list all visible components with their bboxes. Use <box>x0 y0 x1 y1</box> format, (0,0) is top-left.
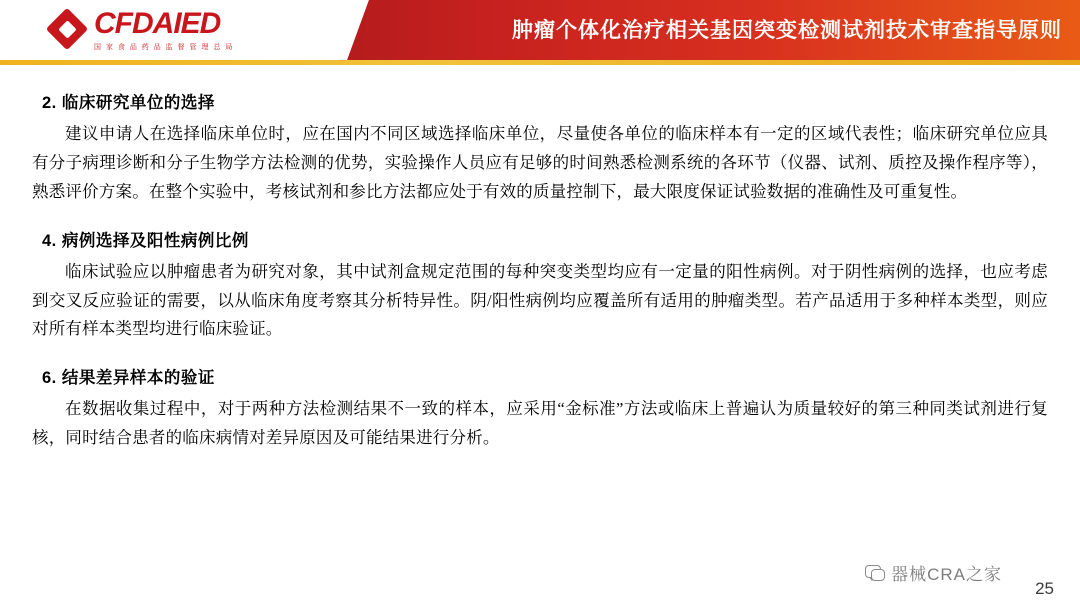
section-clinical-unit-selection <box>32 89 1048 207</box>
section-discrepant-sample-verification <box>32 364 1048 453</box>
section-paragraph: 在数据收集过程中，对于两种方法检测结果不一致的样本，应采用“金标准”方法或临床上普遍认为质量较好的第三种同类试剂进行复核，同时结合患者的临床病情对差异原因及可能结果进行分析。 <box>32 399 1048 448</box>
logo-subtext: 国 家 食 品 药 品 监 督 管 理 总 局 <box>94 43 234 51</box>
section-case-selection <box>32 227 1048 345</box>
section-heading: 2. 临床研究单位的选择 <box>42 94 215 112</box>
slide-header <box>0 0 1080 60</box>
section-heading: 4. 病例选择及阳性病例比例 <box>42 231 249 250</box>
logo-area <box>0 0 330 60</box>
logo-text-wrap <box>94 6 234 52</box>
logo-wordmark: CFDAIED <box>94 6 221 40</box>
page-number: 25 <box>1035 579 1054 598</box>
watermark <box>865 560 1002 585</box>
slide-content <box>0 65 1080 607</box>
section-paragraph: 临床试验应以肿瘤患者为研究对象，其中试剂盒规定范围的每种突变类型均应有一定量的阳性病例。对于阴性病例的选择，也应考虑到交叉反应验证的需要，以从临床角度考察其分析特异性。阴/阳性病例均应覆盖所有适用的肿瘤类型。若产品适用于多种样本类型，则应对所有样本类型均进行临床验证。 <box>32 261 1048 339</box>
section-paragraph: 建议申请人在选择临床单位时，应在国内不同区域选择临床单位，尽量使各单位的临床样本有一定的区域代表性；临床研究单位应具有分子病理诊断和分子生物学方法检测的优势，实验操作人员应有足够的时间熟悉检测系统的各环节（仪器、试剂、质控及操作程序等），熟悉评价方案。在整个实验中，考核试剂和参比方法都应处于有效的质量控制下，最大限度保证试验数据的准确性及可重复性。 <box>32 124 1048 201</box>
speech-bubbles-icon <box>865 565 884 581</box>
document-title: 肿瘤个体化治疗相关基因突变检测试剂技术审查指导原则 <box>512 18 1062 42</box>
cfda-logo-icon <box>48 11 88 49</box>
watermark-label: 器械CRA之家 <box>891 565 1002 584</box>
section-heading: 6. 结果差异样本的验证 <box>42 369 215 388</box>
